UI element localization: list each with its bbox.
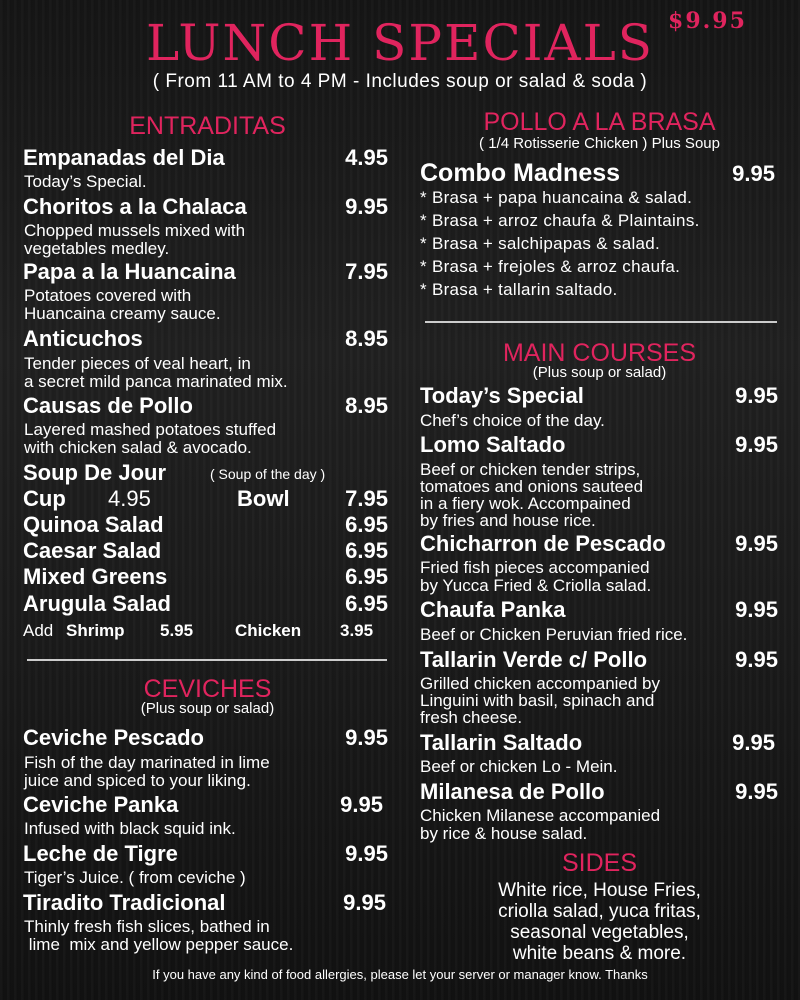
menu-item-desc: Linguini with basil, spinach and (420, 691, 655, 710)
menu-item-price: 9.95 (345, 725, 388, 750)
menu-item-name: Caesar Salad (23, 538, 162, 563)
menu-item-price: 7.95 (345, 259, 388, 284)
menu-item-price: 9.95 (735, 647, 778, 672)
menu-item-desc: Thinly fresh fish slices, bathed in (24, 917, 270, 936)
menu-item-desc: Beef or Chicken Peruvian fried rice. (420, 625, 688, 644)
menu-item-desc: Today’s Special. (24, 172, 147, 191)
combo-option: * Brasa + tallarin saltado. (420, 280, 618, 299)
menu-item-price: 6.95 (345, 512, 388, 537)
soup-cup-label: Cup (23, 486, 66, 511)
menu-item-name: Tiradito Tradicional (23, 890, 226, 915)
soup-cup-price: 4.95 (108, 486, 151, 511)
add-on-label: Add (23, 621, 54, 640)
divider (27, 659, 387, 661)
menu-item-name: Anticuchos (23, 326, 143, 351)
menu-item-price: 9.95 (735, 383, 778, 408)
sides-description (412, 880, 787, 964)
soup-name: Soup De Jour (23, 460, 167, 485)
add-on-chicken: Chicken (235, 621, 302, 640)
menu-item-price: 9.95 (735, 531, 778, 556)
sides-line: seasonal vegetables, (510, 922, 689, 943)
menu-item-desc: Grilled chicken accompanied by (420, 674, 661, 693)
menu-item-name: Papa a la Huancaina (23, 259, 236, 284)
sides-line: White rice, House Fries, (498, 880, 701, 901)
menu-item-price: 9.95 (345, 841, 388, 866)
menu-item-price: 9.95 (735, 779, 778, 804)
menu-item-desc: with chicken salad & avocado. (24, 438, 252, 457)
section-title-sides: SIDES (561, 849, 638, 877)
menu-item-name: Leche de Tigre (23, 841, 178, 866)
soup-bowl-label: Bowl (237, 486, 290, 511)
menu-item-desc: tomatoes and onions sauteed (420, 477, 644, 496)
section-subtitle-main: (Plus soup or salad) (532, 364, 667, 381)
menu-item-name: Ceviche Pescado (23, 725, 204, 750)
allergy-notice: If you have any kind of food allergies, please let your server or manager know. Thanks (152, 967, 648, 982)
menu-item-desc: in a fiery wok. Accompained (420, 494, 631, 513)
section-title-ceviches: CEVICHES (143, 675, 272, 703)
menu-item-desc: by Yucca Fried & Criolla salad. (420, 576, 652, 595)
menu-item-desc: Layered mashed potatoes stuffed (24, 420, 277, 439)
menu-item-desc: Chopped mussels mixed with (24, 221, 246, 240)
menu-item-desc: Potatoes covered with (24, 286, 192, 305)
menu-item-desc: vegetables medley. (24, 239, 170, 258)
menu-item-desc: Fried fish pieces accompanied (420, 558, 650, 577)
section-title-entraditas: ENTRADITAS (129, 112, 286, 140)
menu-item-price: 8.95 (345, 393, 388, 418)
title-text: LUNCH SPECIALS (145, 14, 655, 72)
menu-item-name: Chicharron de Pescado (420, 531, 666, 556)
menu-item-price: 6.95 (345, 538, 388, 563)
combo-option: * Brasa + papa huancaina & salad. (420, 188, 693, 207)
menu-item-price: 9.95 (343, 890, 386, 915)
menu-item-price: 9.95 (735, 432, 778, 457)
add-on-shrimp: Shrimp (66, 621, 125, 640)
menu-item-price: 4.95 (345, 145, 388, 170)
menu-item-desc: by rice & house salad. (420, 824, 588, 843)
combo-name: Combo Madness (420, 159, 621, 187)
menu-item-price: 9.95 (345, 194, 388, 219)
menu-item-desc: Chef’s choice of the day. (420, 411, 605, 430)
menu-item-desc: Huancaina creamy sauce. (24, 304, 221, 323)
menu-item-desc: a secret mild panca marinated mix. (24, 372, 288, 391)
add-on-chicken-price: 3.95 (340, 621, 374, 640)
menu-item-name: Ceviche Panka (23, 792, 179, 817)
menu-item-desc: Fish of the day marinated in lime (24, 753, 270, 772)
menu-item-desc: Tender pieces of veal heart, in (24, 354, 251, 373)
page-title (0, 8, 800, 78)
combo-option: * Brasa + arroz chaufa & Plaintains. (420, 211, 700, 230)
soup-bowl-price: 7.95 (345, 486, 388, 511)
menu-item-desc: Beef or chicken Lo - Mein. (420, 757, 618, 776)
menu-item-desc: Beef or chicken tender strips, (420, 460, 641, 479)
section-title-main: MAIN COURSES (502, 339, 697, 367)
menu-item-name: Arugula Salad (23, 591, 171, 616)
menu-item-price: 6.95 (345, 564, 388, 589)
section-subtitle-ceviches: (Plus soup or salad) (140, 700, 275, 717)
section-subtitle-pollo: ( 1/4 Rotisserie Chicken ) Plus Soup (479, 135, 720, 152)
menu-item-price: 9.95 (340, 792, 383, 817)
menu-item-name: Chaufa Panka (420, 597, 566, 622)
menu-item-desc: Infused with black squid ink. (24, 819, 236, 838)
combo-option: * Brasa + frejoles & arroz chaufa. (420, 257, 681, 276)
menu-item-name: Today’s Special (420, 383, 584, 408)
menu-item-desc: by fries and house rice. (420, 511, 596, 530)
combo-option: * Brasa + salchipapas & salad. (420, 234, 661, 253)
menu-item-desc: fresh cheese. (420, 708, 523, 727)
menu-item-name: Causas de Pollo (23, 393, 193, 418)
menu-item-desc: juice and spiced to your liking. (24, 771, 251, 790)
menu-item-desc: lime mix and yellow pepper sauce. (24, 935, 294, 954)
menu-item-desc: Tiger’s Juice. ( from ceviche ) (24, 868, 246, 887)
menu-item-name: Mixed Greens (23, 564, 168, 589)
combo-price: 9.95 (732, 161, 775, 186)
menu-item-desc: Chicken Milanese accompanied (420, 806, 661, 825)
menu-item-name: Lomo Saltado (420, 432, 566, 457)
section-title-pollo: POLLO A LA BRASA (483, 108, 716, 136)
menu-item-price: 9.95 (732, 730, 775, 755)
menu-item-name: Quinoa Salad (23, 512, 164, 537)
menu-item-price: 9.95 (735, 597, 778, 622)
divider (425, 321, 777, 323)
menu-item-name: Empanadas del Dia (23, 145, 225, 170)
menu-item-name: Choritos a la Chalaca (23, 194, 247, 219)
menu-item-name: Tallarin Verde c/ Pollo (420, 647, 648, 672)
soup-note: ( Soup of the day ) (210, 466, 326, 482)
menu-item-price: 8.95 (345, 326, 388, 351)
sides-line: white beans & more. (512, 943, 687, 964)
sides-line: criolla salad, yuca fritas, (498, 901, 701, 922)
menu-item-price: 6.95 (345, 591, 388, 616)
add-on-shrimp-price: 5.95 (160, 621, 194, 640)
page-subtitle: ( From 11 AM to 4 PM - Includes soup or salad & soda ) (152, 71, 648, 92)
title-price: $9.95 (668, 8, 747, 34)
menu-item-name: Milanesa de Pollo (420, 779, 605, 804)
menu-item-name: Tallarin Saltado (420, 730, 583, 755)
